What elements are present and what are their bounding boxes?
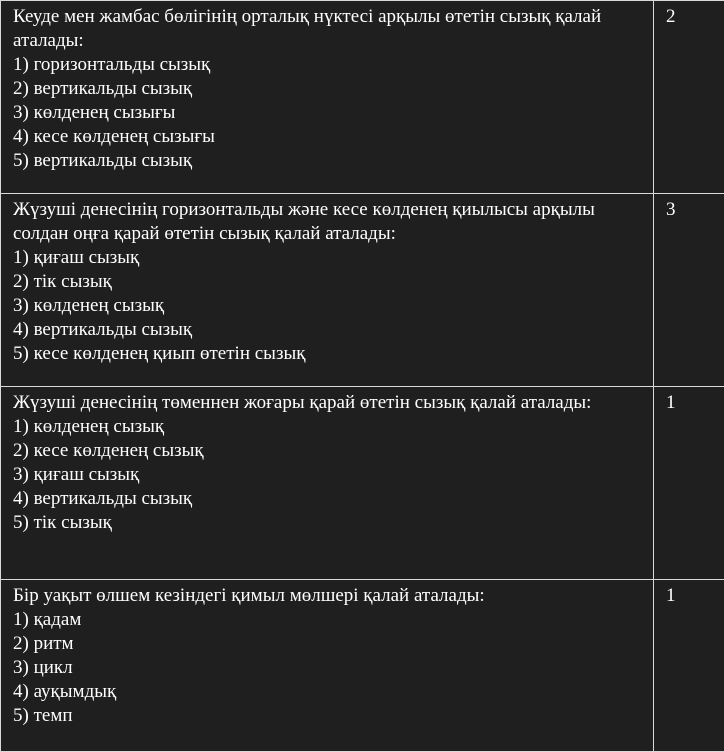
option-item: 5) темп <box>13 704 647 728</box>
question-cell <box>1 580 654 752</box>
table-row <box>1 580 724 752</box>
answer-cell <box>654 387 724 580</box>
question-text: Жүзуші денесінің горизонтальды және кесе көлденең қиылысы арқылы солдан оңға қарай өтетін сызық қалай аталады: <box>13 198 647 246</box>
option-item: 1) қадам <box>13 608 647 632</box>
answer-number: 2 <box>666 6 676 27</box>
option-item: 2) кесе көлденең сызық <box>13 439 647 463</box>
table-row <box>1 1 724 194</box>
option-item: 3) көлденең сызық <box>13 294 647 318</box>
option-item: 1) қиғаш сызық <box>13 246 647 270</box>
table-row <box>1 194 724 387</box>
option-item: 5) тік сызық <box>13 511 647 535</box>
question-cell <box>1 1 654 194</box>
option-item: 4) вертикальды сызық <box>13 318 647 342</box>
question-cell <box>1 194 654 387</box>
question-text: Кеуде мен жамбас бөлігінің орталық нүктесі арқылы өтетін сызық қалай аталады: <box>13 5 647 53</box>
question-cell <box>1 387 654 580</box>
answer-cell <box>654 1 724 194</box>
option-item: 5) кесе көлденең қиып өтетін сызық <box>13 342 647 366</box>
answer-number: 1 <box>666 392 676 413</box>
option-item: 4) вертикальды сызық <box>13 487 647 511</box>
answer-number: 3 <box>666 199 676 220</box>
option-item: 5) вертикальды сызық <box>13 149 647 173</box>
table-row <box>1 387 724 580</box>
answer-number: 1 <box>666 585 676 606</box>
option-item: 4) кесе көлденең сызығы <box>13 125 647 149</box>
answer-cell <box>654 194 724 387</box>
option-item: 4) ауқымдық <box>13 680 647 704</box>
option-item: 3) көлденең сызығы <box>13 101 647 125</box>
option-item: 1) горизонтальды сызық <box>13 53 647 77</box>
option-item: 3) қиғаш сызық <box>13 463 647 487</box>
question-text: Бір уақыт өлшем кезіндегі қимыл мөлшері қалай аталады: <box>13 584 647 608</box>
option-item: 3) цикл <box>13 656 647 680</box>
option-item: 2) вертикальды сызық <box>13 77 647 101</box>
option-item: 2) ритм <box>13 632 647 656</box>
answer-cell <box>654 580 724 752</box>
question-text: Жүзуші денесінің төменнен жоғары қарай өтетін сызық қалай аталады: <box>13 391 647 415</box>
option-item: 1) көлденең сызық <box>13 415 647 439</box>
option-item: 2) тік сызық <box>13 270 647 294</box>
